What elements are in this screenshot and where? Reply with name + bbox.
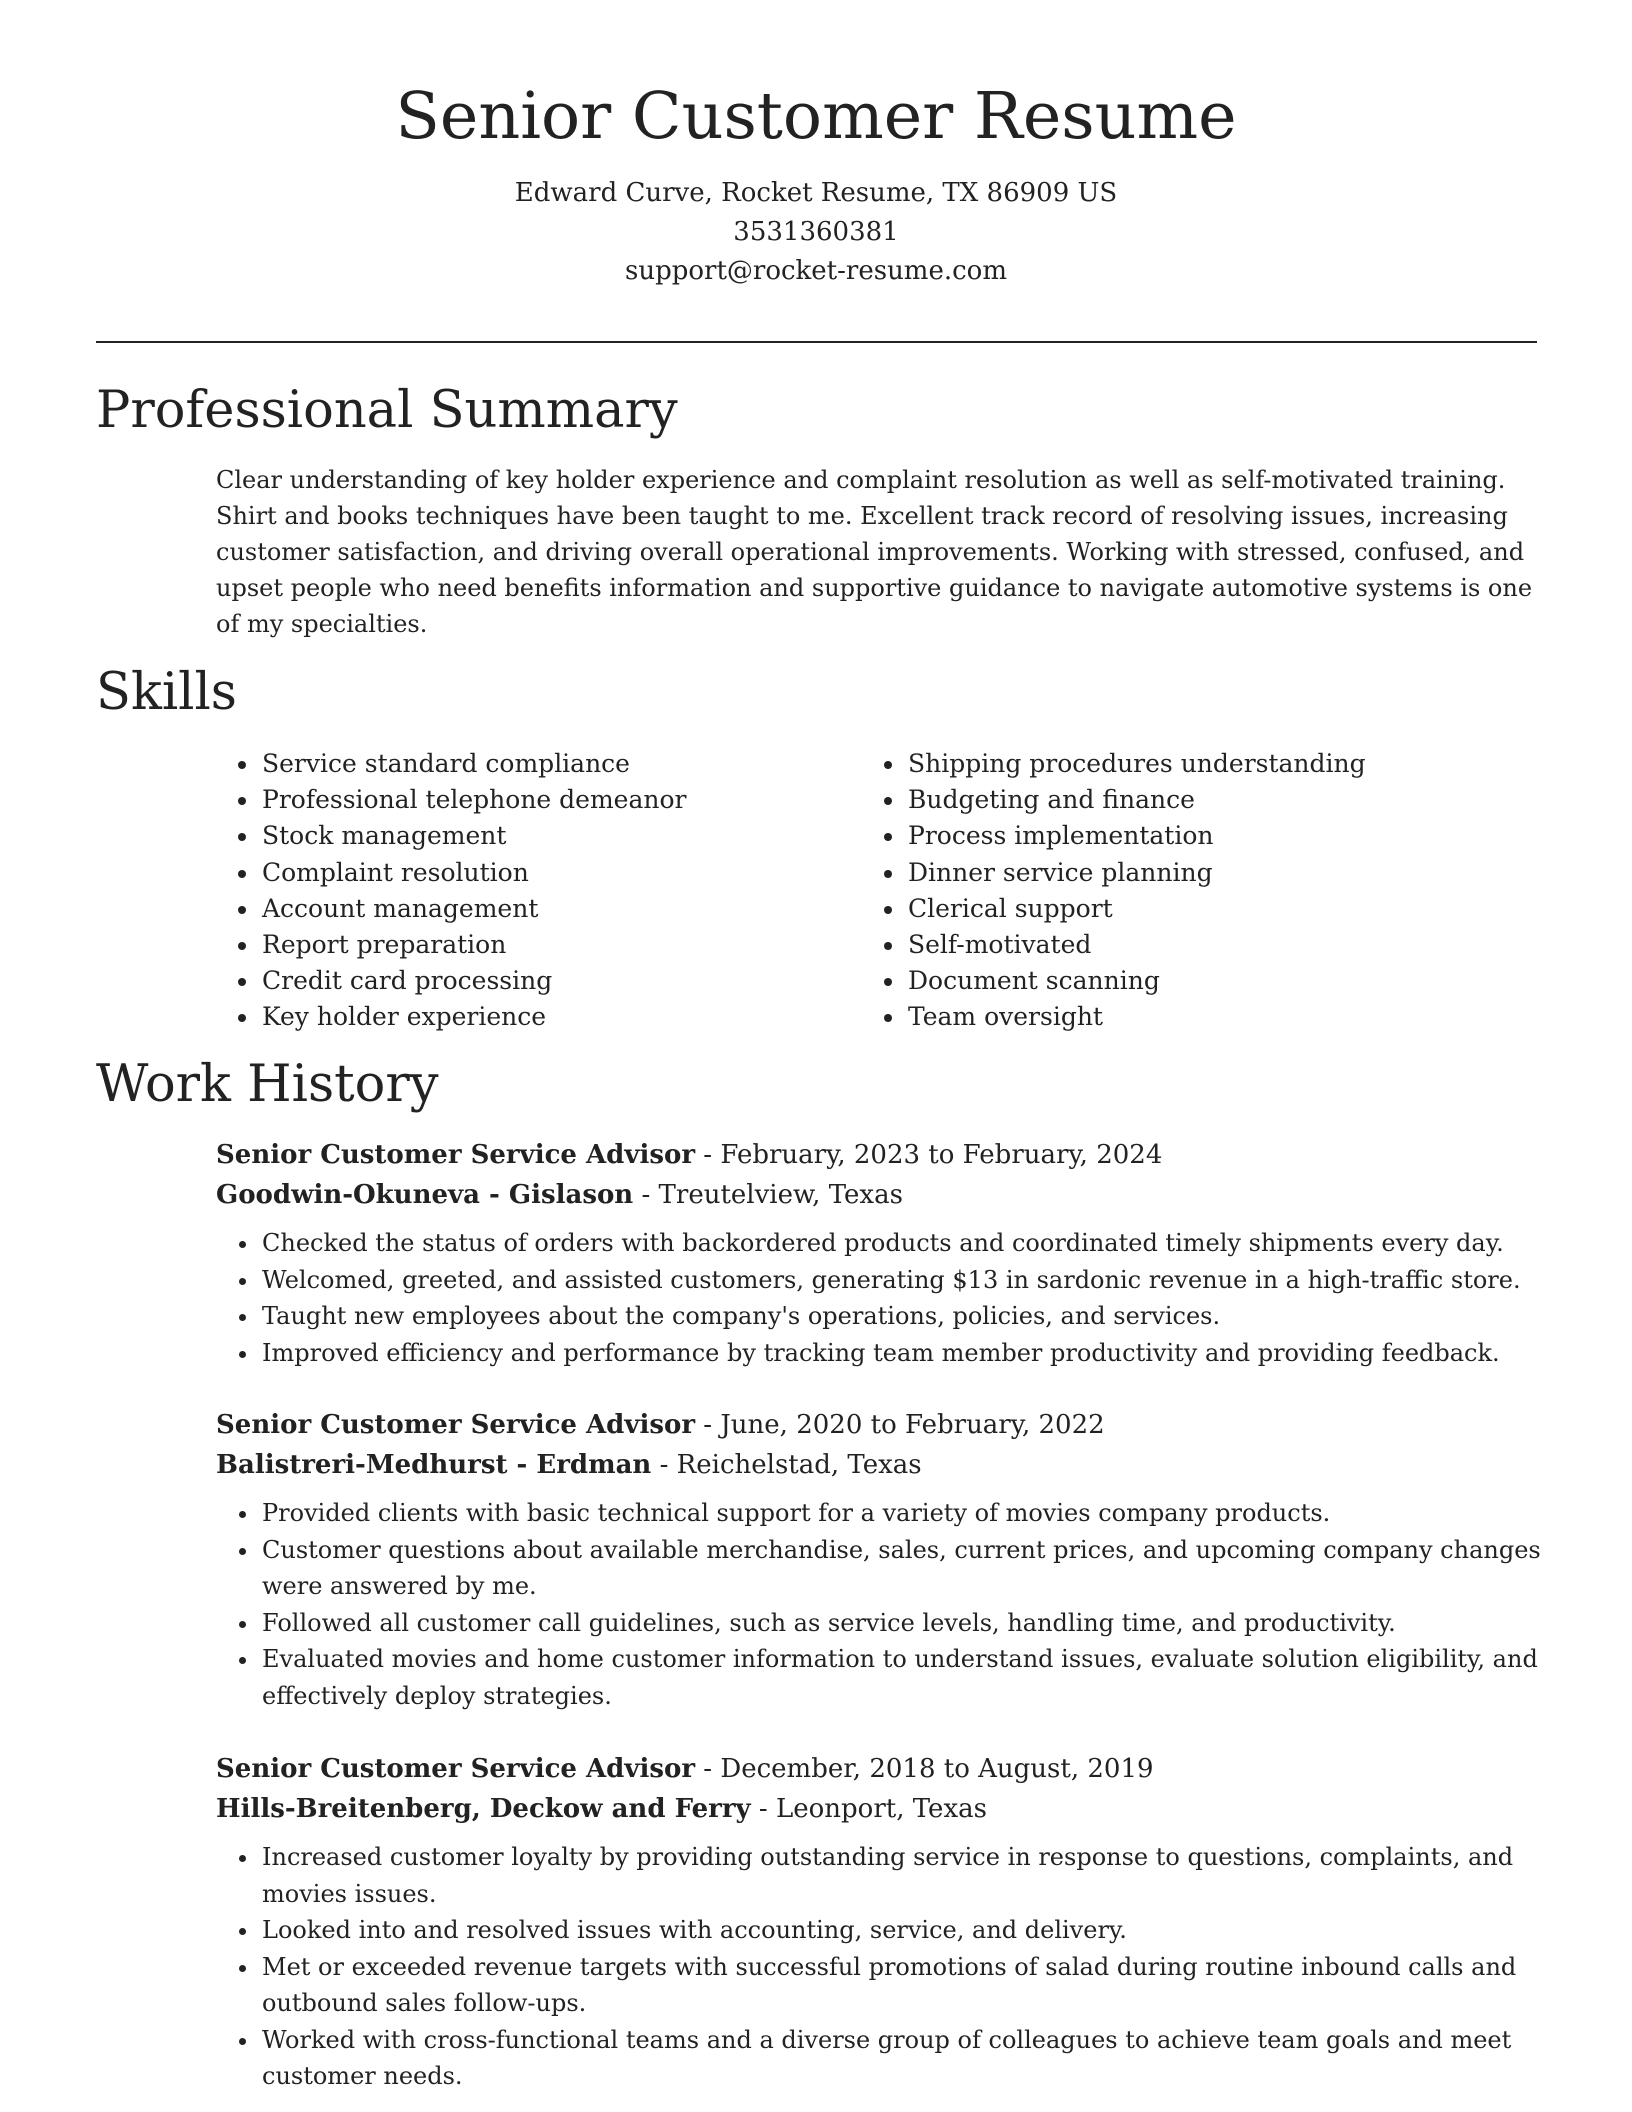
skill-item: • Document scanning <box>906 963 1566 999</box>
job-duties-list <box>216 1839 1546 2095</box>
skill-item: • Shipping procedures understanding <box>906 746 1566 782</box>
header-divider <box>96 341 1537 343</box>
skill-item: • Professional telephone demeanor <box>260 782 860 818</box>
job-title-line: Senior Customer Service Advisor - February, 2023 to February, 2024 <box>216 1140 1163 1170</box>
skill-item: • Report preparation <box>260 927 860 963</box>
job-title: Senior Customer Service Advisor <box>216 1410 696 1440</box>
job-company-line: Hills-Breitenberg, Deckow and Ferry - Leonport, Texas <box>216 1794 987 1824</box>
job-title-line: Senior Customer Service Advisor - June, 2020 to February, 2022 <box>216 1410 1105 1440</box>
contact-phone: 3531360381 <box>733 217 899 247</box>
job-company-line: Balistreri-Medhurst - Erdman - Reichelstad, Texas <box>216 1450 922 1480</box>
job-title: Senior Customer Service Advisor <box>216 1754 696 1784</box>
skill-item: • Credit card processing <box>260 963 860 999</box>
job-location: Leonport, Texas <box>775 1794 987 1824</box>
skills-list-left <box>216 746 860 1036</box>
job-dates: December, 2018 to August, 2019 <box>720 1754 1154 1784</box>
job-duty: • Followed all customer call guidelines, such as service levels, handling time, and productivity. <box>260 1605 1546 1642</box>
summary-text: Clear understanding of key holder experience and complaint resolution as well as self-motivated training. Shirt and books techniques have been taught to me. Excellent track record of resolving issues, increasing customer satisfaction, and driving overall operational improvements. Working with stressed, confused, and upset people who need benefits information and supportive guidance to navigate automotive systems is one of my specialties. <box>216 466 1533 638</box>
job-dates: June, 2020 to February, 2022 <box>720 1410 1105 1440</box>
work-history-heading: Work History <box>96 1055 439 1114</box>
job-company: Balistreri-Medhurst - Erdman <box>216 1450 652 1480</box>
skills-list-right <box>862 746 1566 1036</box>
job-duty: • Customer questions about available merchandise, sales, current prices, and upcoming company changes were answered by me. <box>260 1532 1546 1605</box>
job-title: Senior Customer Service Advisor <box>216 1140 696 1170</box>
job-duty: • Evaluated movies and home customer information to understand issues, evaluate solution eligibility, and effectively deploy strategies. <box>260 1641 1546 1714</box>
job-duty: • Worked with cross-functional teams and a diverse group of colleagues to achieve team goals and meet customer needs. <box>260 2022 1546 2095</box>
job-location: Reichelstad, Texas <box>676 1450 922 1480</box>
job-duty: • Provided clients with basic technical support for a variety of movies company products. <box>260 1495 1546 1532</box>
job-duty: • Met or exceeded revenue targets with successful promotions of salad during routine inbound calls and outbound sales follow-ups. <box>260 1949 1546 2022</box>
resume-title: Senior Customer Resume <box>395 79 1237 154</box>
skill-item: • Process implementation <box>906 818 1566 854</box>
skill-item: • Clerical support <box>906 891 1566 927</box>
job-location: Treutelview, Texas <box>658 1180 903 1210</box>
skill-item: • Dinner service planning <box>906 855 1566 891</box>
skill-item: • Service standard compliance <box>260 746 860 782</box>
skill-item: • Key holder experience <box>260 999 860 1035</box>
job-title-line: Senior Customer Service Advisor - December, 2018 to August, 2019 <box>216 1754 1154 1784</box>
skill-item: • Stock management <box>260 818 860 854</box>
job-entry <box>216 1405 1546 1714</box>
skills-heading: Skills <box>96 663 237 722</box>
contact-email: support@rocket-resume.com <box>624 256 1007 286</box>
contact-address: Edward Curve, Rocket Resume, TX 86909 US <box>514 178 1118 208</box>
skill-item: • Budgeting and finance <box>906 782 1566 818</box>
job-duty: • Taught new employees about the company's operations, policies, and services. <box>260 1298 1546 1335</box>
job-company: Goodwin-Okuneva - Gislason <box>216 1180 634 1210</box>
job-dates: February, 2023 to February, 2024 <box>720 1140 1163 1170</box>
job-company-line: Goodwin-Okuneva - Gislason - Treutelview, Texas <box>216 1180 903 1210</box>
job-duty: • Improved efficiency and performance by tracking team member productivity and providing feedback. <box>260 1335 1546 1372</box>
skill-item: • Team oversight <box>906 999 1566 1035</box>
resume-header <box>0 78 1632 291</box>
job-duty: • Increased customer loyalty by providing outstanding service in response to questions, complaints, and movies issues. <box>260 1839 1546 1912</box>
job-entry <box>216 1135 1546 1371</box>
skill-item: • Complaint resolution <box>260 855 860 891</box>
job-duty: • Looked into and resolved issues with accounting, service, and delivery. <box>260 1912 1546 1949</box>
job-duty: • Checked the status of orders with backordered products and coordinated timely shipments every day. <box>260 1225 1546 1262</box>
summary-heading: Professional Summary <box>96 381 678 440</box>
job-duty: • Welcomed, greeted, and assisted customers, generating $13 in sardonic revenue in a high-traffic store. <box>260 1262 1546 1299</box>
job-entry <box>216 1749 1546 2095</box>
skill-item: • Self-motivated <box>906 927 1566 963</box>
job-duties-list <box>216 1225 1546 1371</box>
job-duties-list <box>216 1495 1546 1714</box>
job-company: Hills-Breitenberg, Deckow and Ferry <box>216 1794 751 1824</box>
skill-item: • Account management <box>260 891 860 927</box>
